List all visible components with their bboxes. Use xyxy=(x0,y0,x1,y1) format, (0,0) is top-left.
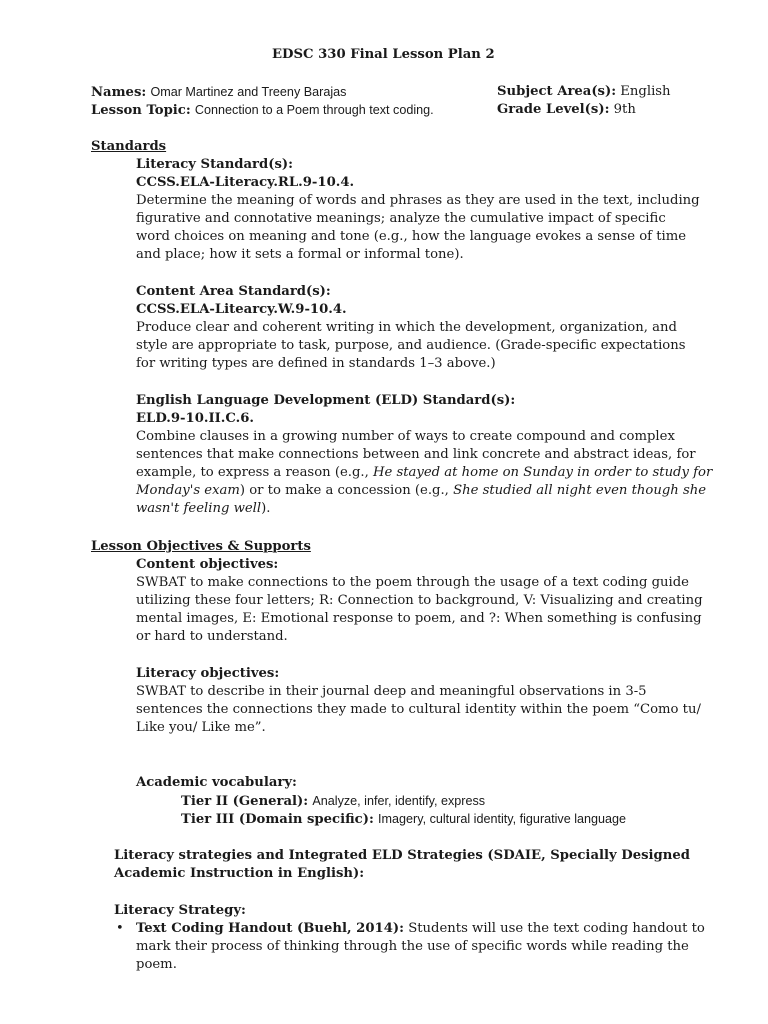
subject-row xyxy=(497,83,671,101)
content-standard-line: style are appropriate to task, purpose, and audience. (Grade-specific expectations xyxy=(136,338,686,353)
literacy-objective-line: Like you/ Like me”. xyxy=(136,720,266,735)
eld-standard-line xyxy=(136,464,712,482)
bullet-icon: • xyxy=(116,921,124,936)
objectives-heading: Lesson Objectives & Supports xyxy=(91,539,311,554)
tier2-value: Analyze, infer, identify, express xyxy=(312,794,486,808)
eld-example-concession: She studied all night even though she xyxy=(453,483,707,498)
names-label: Names: xyxy=(91,85,147,100)
literacy-standard-line: Determine the meaning of words and phrases as they are used in the text, including xyxy=(136,193,700,208)
subject-value: English xyxy=(620,84,671,99)
content-standard-code: CCSS.ELA-Litearcy.W.9-10.4. xyxy=(136,302,347,317)
eld-standard-line xyxy=(136,500,270,518)
academic-vocabulary-label: Academic vocabulary: xyxy=(136,775,297,790)
eld-text: ) or to make a concession (e.g., xyxy=(239,483,454,498)
content-standard-line: Produce clear and coherent writing in which the development, organization, and xyxy=(136,320,677,335)
eld-standard-line xyxy=(136,482,706,500)
strategy-bullet-line: poem. xyxy=(136,957,177,972)
subject-label: Subject Area(s): xyxy=(497,84,617,99)
grade-row xyxy=(497,101,636,119)
literacy-objective-line: SWBAT to describe in their journal deep and meaningful observations in 3-5 xyxy=(136,684,647,699)
topic-label: Lesson Topic: xyxy=(91,103,191,118)
document-title: EDSC 330 Final Lesson Plan 2 xyxy=(272,47,495,62)
literacy-standard-label: Literacy Standard(s): xyxy=(136,157,293,172)
strategy-bullet-line: mark their process of thinking through the use of specific words while reading the xyxy=(136,939,689,954)
tier2-label: Tier II (General): xyxy=(181,794,309,809)
literacy-objectives-label: Literacy objectives: xyxy=(136,666,280,681)
content-standard-label: Content Area Standard(s): xyxy=(136,284,331,299)
topic-row xyxy=(91,101,434,120)
literacy-standard-code: CCSS.ELA-Literacy.RL.9-10.4. xyxy=(136,175,355,190)
eld-example-concession-end: wasn't feeling well xyxy=(136,501,262,516)
eld-example-reason: He stayed at home on Sunday in order to study for xyxy=(372,465,713,480)
eld-text: ). xyxy=(261,501,271,516)
eld-standard-label: English Language Development (ELD) Standard(s): xyxy=(136,393,516,408)
content-objectives-label: Content objectives: xyxy=(136,557,279,572)
strategies-heading-cont: Academic Instruction in English): xyxy=(114,866,365,881)
content-objective-line: SWBAT to make connections to the poem through the usage of a text coding guide xyxy=(136,575,689,590)
strategy-text: Students will use the text coding handout to xyxy=(408,921,705,936)
tier3-label: Tier III (Domain specific): xyxy=(181,812,374,827)
literacy-strategy-label: Literacy Strategy: xyxy=(114,903,246,918)
eld-text: example, to express a reason (e.g., xyxy=(136,465,373,480)
tier3-value: Imagery, cultural identity, figurative language xyxy=(378,812,627,826)
content-objective-line: mental images, E: Emotional response to poem, and ?: When something is confusing xyxy=(136,611,702,626)
grade-label: Grade Level(s): xyxy=(497,102,610,117)
literacy-objective-line: sentences the connections they made to cultural identity within the poem “Como tu/ xyxy=(136,702,701,717)
names-row xyxy=(91,83,346,102)
strategies-heading: Literacy strategies and Integrated ELD Strategies (SDAIE, Specially Designed xyxy=(114,848,690,863)
literacy-standard-line: figurative and connotative meanings; analyze the cumulative impact of specific xyxy=(136,211,666,226)
tier2-row xyxy=(181,792,485,811)
content-objective-line: or hard to understand. xyxy=(136,629,288,644)
standards-heading: Standards xyxy=(91,139,167,154)
eld-standard-code: ELD.9-10.II.C.6. xyxy=(136,411,255,426)
literacy-standard-line: and place; how it sets a formal or informal tone). xyxy=(136,247,464,262)
content-objective-line: utilizing these four letters; R: Connection to background, V: Visualizing and creating xyxy=(136,593,703,608)
eld-example-reason-end: Monday's exam xyxy=(136,483,240,498)
text-coding-handout-label: Text Coding Handout (Buehl, 2014): xyxy=(136,921,404,936)
literacy-standard-line: word choices on meaning and tone (e.g., how the language evokes a sense of time xyxy=(136,229,687,244)
eld-standard-line: Combine clauses in a growing number of ways to create compound and complex xyxy=(136,429,675,444)
topic-value: Connection to a Poem through text coding. xyxy=(194,103,434,117)
strategy-bullet-line xyxy=(136,920,705,938)
content-standard-line: for writing types are defined in standards 1–3 above.) xyxy=(136,356,496,371)
eld-standard-line: sentences that make connections between and link concrete and abstract ideas, for xyxy=(136,447,696,462)
grade-value: 9th xyxy=(613,102,636,117)
tier3-row xyxy=(181,810,626,829)
names-value: Omar Martinez and Treeny Barajas xyxy=(150,85,347,99)
